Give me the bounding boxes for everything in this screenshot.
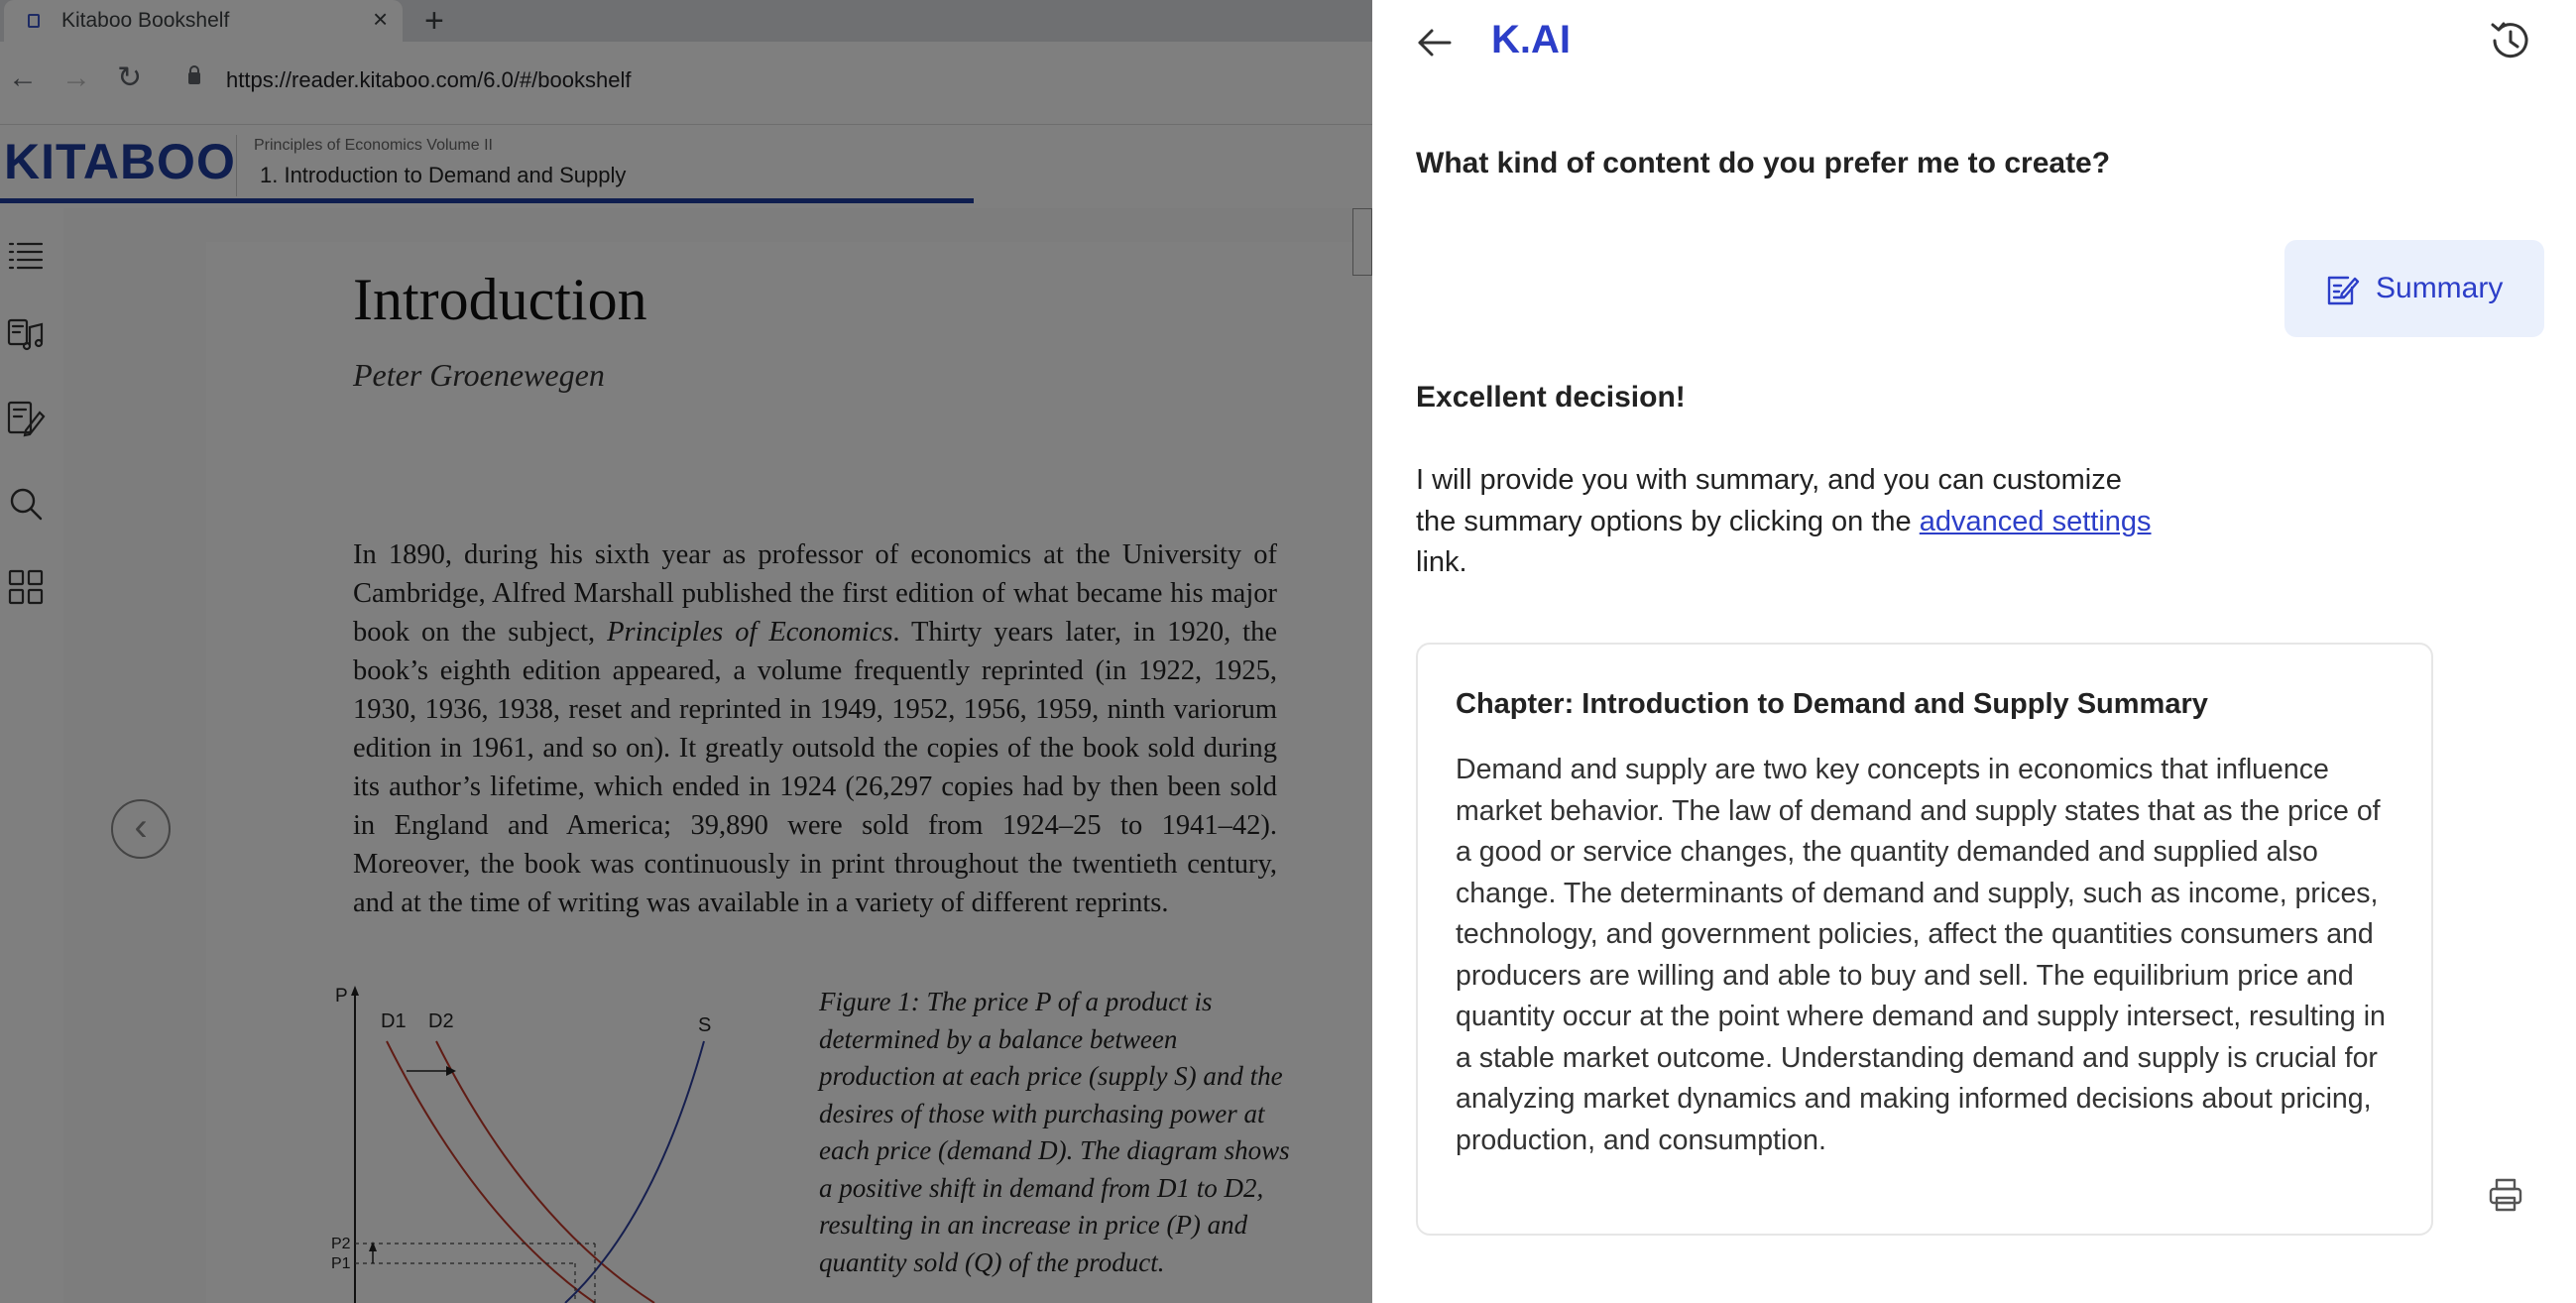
info-text-end: link.: [1416, 546, 1467, 578]
assistant-confirmation: Excellent decision!: [1416, 381, 1686, 414]
summary-edit-icon: [2324, 272, 2360, 307]
panel-title: K.AI: [1491, 18, 1571, 61]
summary-card: [1416, 643, 2433, 1236]
history-icon[interactable]: [2485, 16, 2534, 65]
summary-title: Chapter: Introduction to Demand and Supply Summary: [1456, 688, 2208, 720]
kai-panel: [1372, 0, 2576, 1303]
summary-body: Demand and supply are two key concepts in economics that influence market behavior. The law of demand and supply states that as the price of a good or service changes, the quantity demanded and supplied also change. The determinants of demand and supply, such as income, prices, technology, and government policies, affect the quantities consumers and producers are willing and able to buy and sell. The equilibrium price and quantity occur at the point where demand and supply intersect, resulting in a stable market outcome. Understanding demand and supply is crucial for analyzing market dynamics and making informed decisions about pricing, production, and consumption.: [1456, 754, 2386, 1156]
user-choice-label: Summary: [2376, 272, 2504, 304]
back-arrow-icon[interactable]: [1412, 20, 1458, 65]
assistant-info: [1416, 460, 2169, 584]
info-text-start: I will provide you with summary, and you can customize the summary options by clicking on the: [1416, 464, 2122, 537]
assistant-question: What kind of content do you prefer me to create?: [1416, 147, 2111, 179]
print-icon[interactable]: [2487, 1176, 2524, 1214]
advanced-settings-link[interactable]: advanced settings: [1919, 505, 2152, 537]
user-choice-bubble[interactable]: [2284, 240, 2544, 337]
